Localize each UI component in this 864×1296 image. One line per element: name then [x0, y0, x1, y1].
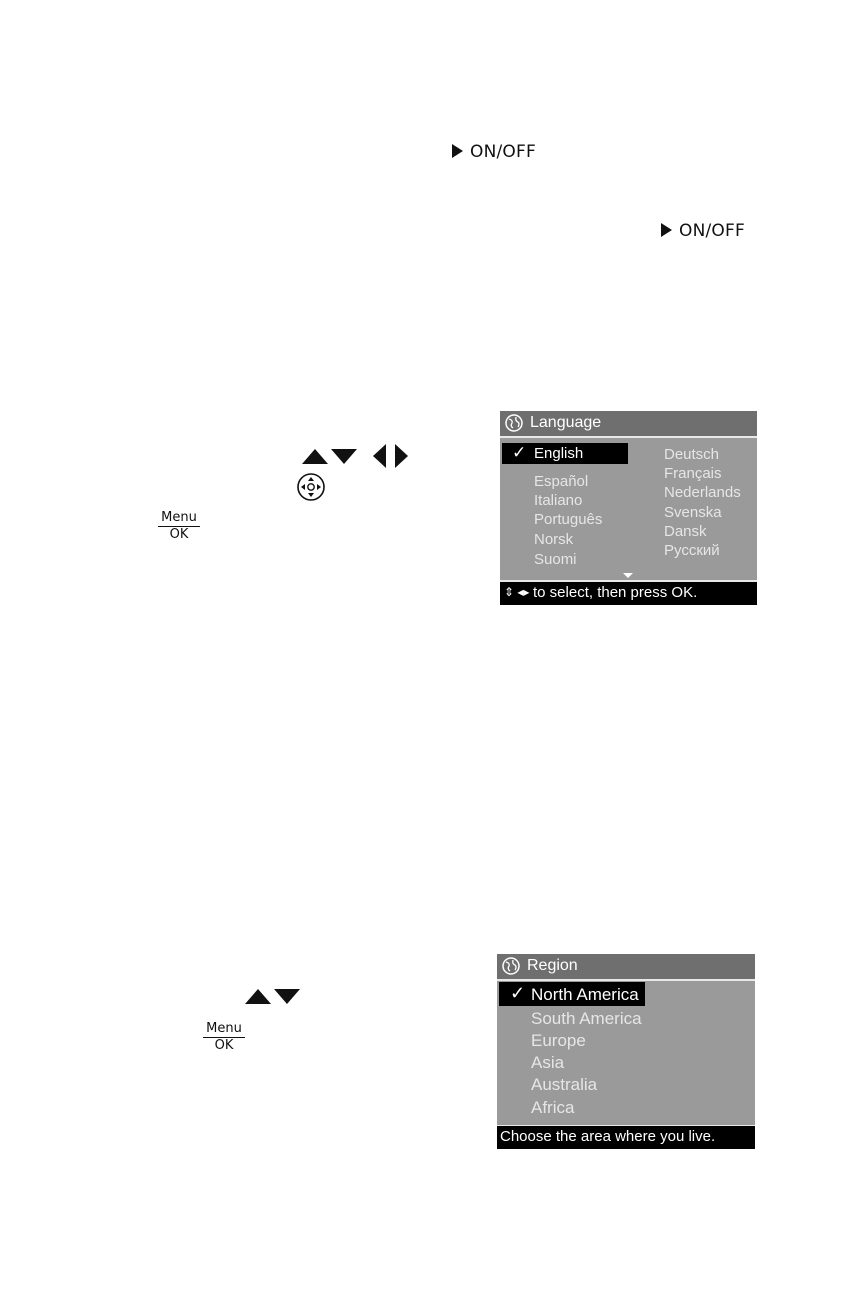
menu-ok-icon-1: Menu OK	[158, 511, 200, 542]
down-arrow-icon	[331, 449, 357, 464]
language-option-francais[interactable]: Français	[664, 465, 722, 482]
up-arrow-icon	[302, 449, 328, 464]
region-option-australia[interactable]: Australia	[531, 1075, 598, 1094]
four-way-arrows-icon: ⇕ ◂▸	[504, 585, 530, 599]
onoff-label-2: ON/OFF	[661, 221, 745, 241]
language-title: Language	[530, 414, 602, 431]
region-option-north-america[interactable]: ✓ North America	[499, 982, 645, 1006]
up-arrow-icon	[245, 989, 271, 1004]
region-footer: Choose the area where you live.	[497, 1126, 755, 1149]
divider	[500, 436, 757, 438]
language-option-russian[interactable]: Русский	[664, 542, 720, 559]
region-screen	[497, 954, 755, 1149]
onoff-label-1: ON/OFF	[452, 142, 536, 162]
language-titlebar	[500, 411, 757, 436]
globe-icon	[504, 413, 524, 438]
region-titlebar	[497, 954, 755, 979]
divider	[497, 979, 755, 981]
language-option-italiano[interactable]: Italiano	[534, 492, 583, 509]
play-icon	[452, 144, 463, 158]
globe-icon	[501, 956, 521, 981]
scroll-down-icon	[623, 573, 633, 578]
region-option-south-america[interactable]: South America	[531, 1009, 642, 1028]
region-option-africa[interactable]: Africa	[531, 1098, 575, 1117]
language-option-nederlands[interactable]: Nederlands	[664, 484, 741, 501]
arrow-keys-4way	[302, 444, 408, 468]
language-screen	[500, 411, 757, 605]
language-option-norsk[interactable]: Norsk	[534, 531, 574, 548]
region-option-europe[interactable]: Europe	[531, 1031, 586, 1050]
left-arrow-icon	[373, 444, 386, 468]
language-option-suomi[interactable]: Suomi	[534, 551, 577, 568]
language-option-deutsch[interactable]: Deutsch	[664, 446, 720, 463]
check-icon: ✓	[512, 443, 527, 462]
play-icon	[661, 223, 672, 237]
language-option-dansk[interactable]: Dansk	[664, 523, 707, 540]
check-icon: ✓	[510, 983, 526, 1003]
region-title: Region	[527, 957, 578, 974]
language-footer: ⇕ ◂▸ to select, then press OK.	[500, 582, 757, 605]
language-option-espanol[interactable]: Español	[534, 473, 589, 490]
region-option-asia[interactable]: Asia	[531, 1053, 565, 1072]
down-arrow-icon	[274, 989, 300, 1004]
controller-ok-icon	[296, 472, 326, 506]
language-option-svenska[interactable]: Svenska	[664, 504, 722, 521]
language-option-english[interactable]: ✓ English	[502, 443, 628, 464]
arrow-keys-updown	[245, 989, 300, 1004]
language-option-portugues[interactable]: Português	[534, 511, 603, 528]
menu-ok-icon-2: Menu OK	[203, 1022, 245, 1053]
right-arrow-icon	[395, 444, 408, 468]
